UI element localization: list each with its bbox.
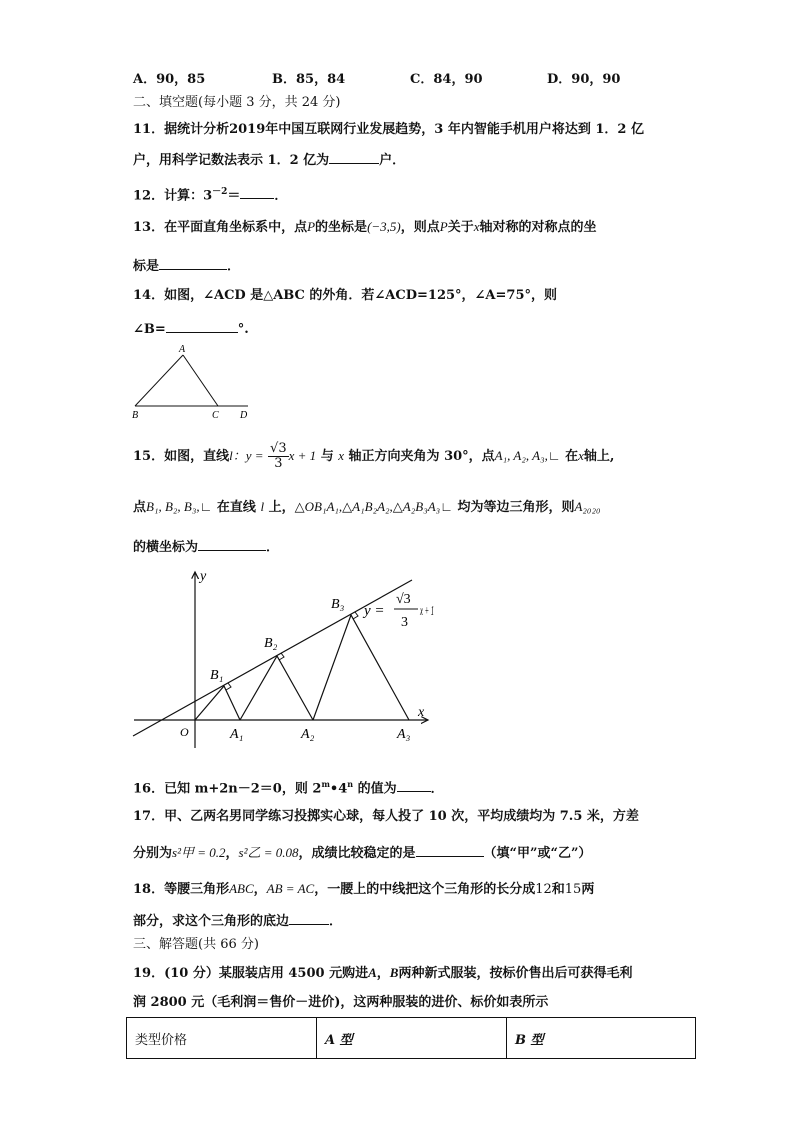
q13-text-d: 关于 — [447, 220, 474, 235]
q14-label-b: B — [132, 410, 139, 421]
q15-x-var: x — [338, 448, 345, 463]
q17-variance-jia: s²甲 = 0.2 — [172, 845, 226, 860]
q15-eq-y: y = — [364, 603, 385, 619]
q15-line2 — [133, 498, 601, 517]
option-b: B．85，84 — [272, 72, 346, 87]
q19-line2: 润 2800 元（毛利润＝售价－进价)，这两种服装的进价、标价如表所示 — [133, 995, 549, 1010]
q15-fraction — [268, 442, 289, 471]
q15-label-b1: B₁ — [210, 668, 224, 683]
q15-eq-sqrt3: √3 — [396, 592, 411, 607]
q13-line1 — [133, 218, 597, 237]
q16-line — [133, 775, 444, 798]
q13-text-e: 轴对称的对称点的坐 — [479, 220, 597, 235]
q15-label-a1: A₁ — [230, 727, 244, 742]
q15-three: 3 — [274, 456, 283, 471]
q18-num-15: 15 — [564, 882, 582, 897]
q15-text-i: 均为等边三角形，则 — [457, 500, 575, 515]
q15-l-2: l — [260, 499, 265, 514]
q13-end: ． — [227, 259, 241, 274]
q15-end: ． — [266, 540, 280, 555]
q14-label-d: D — [240, 410, 248, 421]
q15-text-b: 与 — [320, 449, 334, 464]
q17-text-b: ，成绩比较稳定的是 — [298, 846, 416, 861]
q15-triangles: △OB₁A₁,△A₁B₂A₂,△A₂B₃A₃∟ — [294, 499, 453, 514]
table-header-type: 类型价格 — [127, 1018, 317, 1059]
q13-text-b: 的坐标是 — [315, 220, 368, 235]
q17-text-a: 分别为 — [133, 846, 173, 861]
q15-y-eq: ：y = — [232, 448, 264, 463]
q15-label-y: y — [200, 569, 207, 584]
q15-text-c: 轴正方向夹角为 30°，点 — [348, 449, 495, 464]
q15-a2020: A₂₀₂₀ — [574, 499, 601, 514]
q15-text-f: 点 — [133, 500, 147, 515]
q18-comma: ， — [253, 882, 267, 897]
q15-l: l — [229, 448, 233, 463]
q15-triangle-2 — [240, 656, 313, 720]
q15-eq-x1: x + 1 — [419, 604, 434, 619]
q15-x-var-2: x — [578, 448, 584, 463]
q13-text-c: ，则点 — [400, 220, 440, 235]
q14-line1: 14．如图，∠ACD 是△ABC 的外角．若∠ACD=125°，∠A=75°，则 — [133, 288, 557, 303]
q15-line3 — [133, 536, 279, 557]
q16-text-c: 的值为 — [353, 781, 397, 797]
q12-end: ． — [274, 188, 288, 204]
q18-text-c: 和 — [551, 882, 565, 897]
table-header-row — [127, 1018, 696, 1059]
q19-b: B — [389, 965, 399, 980]
q18-line2 — [133, 910, 342, 931]
q18-answer-blank[interactable] — [289, 910, 329, 925]
q14-label-c: C — [212, 410, 219, 421]
q12-exponent: －2 — [212, 187, 228, 197]
q14-end: °. — [237, 322, 249, 337]
q11-line2-text: 户，用科学记数法表示 1．2 亿为 — [133, 153, 330, 168]
q18-text-b: ，一腰上的中线把这个三角形的长分成 — [314, 882, 536, 897]
q15-answer-blank[interactable] — [198, 536, 266, 551]
q11-line1: 11．据统计分析2019年中国互联网行业发展趋势，3 年内智能手机用户将达到 1．2 亿 — [133, 122, 644, 137]
q18-num-12: 12 — [535, 882, 552, 897]
q15-label-o: O — [180, 725, 189, 739]
q15-text-g: 在直线 — [216, 500, 256, 515]
q13-text-a: 13．在平面直角坐标系中，点 — [133, 220, 308, 235]
q13-point-p: P — [307, 219, 316, 234]
q15-label-a2: A₂ — [301, 727, 315, 742]
q18-text-a: 18．等腰三角形 — [133, 882, 230, 897]
q12-answer-blank[interactable] — [240, 184, 274, 199]
q19-line1 — [133, 964, 632, 983]
q18-text-e: 部分，求这个三角形的底边 — [133, 914, 290, 929]
q16-text-a: 16．已知 m+2n－2＝0，则 2 — [133, 781, 322, 797]
q13-line2 — [133, 255, 240, 276]
q15-text-d: 在 — [565, 449, 579, 464]
table-header-b: B 型 — [507, 1018, 696, 1059]
q15-text-a: 15．如图，直线 — [133, 449, 230, 464]
q12-line — [133, 183, 287, 205]
q13-point-p-2: P — [439, 219, 448, 234]
q12-equals: ＝ — [227, 188, 241, 204]
q14-label-a: A — [179, 344, 186, 355]
q17-variance-yi: s²乙 = 0.08 — [238, 845, 299, 860]
q15-text-j: 的横坐标为 — [133, 540, 199, 555]
q15-label-b3: B₃ — [331, 597, 345, 612]
q18-text-d: 两 — [581, 882, 595, 897]
q19-text-b: ， — [376, 966, 390, 981]
q11-line2-end: 户． — [379, 153, 406, 168]
q17-answer-blank[interactable] — [416, 842, 484, 857]
q15-eq-3: 3 — [401, 615, 408, 630]
q15-line1 — [133, 438, 614, 474]
q15-triangle-3 — [313, 615, 409, 720]
q14-answer-blank[interactable] — [166, 318, 238, 333]
q16-exp-n: n — [347, 779, 354, 789]
section-2-title: 二、填空题(每小题 3 分，共 24 分) — [133, 95, 341, 110]
q17-line2 — [133, 842, 591, 863]
q14-line2 — [133, 318, 249, 339]
q13-text-f: 标是 — [133, 259, 160, 274]
q15-text-e: 轴上, — [583, 449, 615, 464]
q19-a: A — [368, 965, 377, 980]
q15-text-h: 上， — [268, 500, 295, 515]
q19-text-c: 两种新式服装，按标价售出后可获得毛利 — [398, 966, 633, 981]
option-c: C．84，90 — [410, 72, 483, 87]
table-header-a: A 型 — [317, 1018, 507, 1059]
q13-coord: (−3,5) — [367, 219, 401, 234]
q18-abc: ABC — [229, 881, 254, 896]
section-3-title: 三、解答题(共 66 分) — [133, 937, 259, 952]
q13-answer-blank[interactable] — [159, 255, 227, 270]
q15-triangle-1 — [195, 686, 240, 720]
q17-line1: 17．甲、乙两名男同学练习投掷实心球，每人投了 10 次，平均成绩均为 7.5 米，方差 — [133, 809, 639, 824]
q15-label-x: x — [418, 705, 425, 720]
q14-side-ac — [183, 355, 218, 406]
q17-sep: ， — [225, 846, 239, 861]
q11-answer-blank[interactable] — [329, 149, 379, 164]
q17-text-c: （填“甲”或“乙”） — [483, 846, 592, 861]
q19-text-a: 19．(10 分）某服装店用 4500 元购进 — [133, 966, 369, 981]
q18-line1 — [133, 880, 594, 899]
q15-label-a3: A₃ — [397, 727, 411, 742]
q11-line2 — [133, 149, 405, 170]
q19-price-table — [126, 1017, 696, 1059]
option-d: D．90，90 — [547, 72, 621, 87]
q18-ab-ac: AB = AC — [266, 881, 315, 896]
q15-sqrt3: √3 — [270, 441, 287, 456]
q18-end: ． — [329, 914, 343, 929]
q14-angle-b: ∠B= — [133, 322, 166, 337]
q14-triangle-figure — [128, 342, 258, 422]
option-a: A．90，85 — [133, 72, 206, 87]
q16-text-b: •4 — [329, 781, 348, 797]
q15-label-b2: B₂ — [264, 636, 278, 651]
q15-b-points: B₁, B₂, B₃,∟ — [146, 499, 213, 514]
q15-x-plus-1: x + 1 — [288, 448, 317, 463]
q16-exp-m: m — [321, 779, 330, 789]
q14-side-ab — [135, 355, 183, 406]
q16-end: ． — [430, 781, 444, 797]
q13-x-var: x — [473, 219, 480, 234]
q15-a-points: A₁, A₂, A₃,∟ — [494, 448, 561, 463]
q16-answer-blank[interactable] — [397, 777, 431, 792]
q15-coordinate-figure — [128, 562, 438, 752]
q12-text: 12．计算：3 — [133, 188, 213, 204]
